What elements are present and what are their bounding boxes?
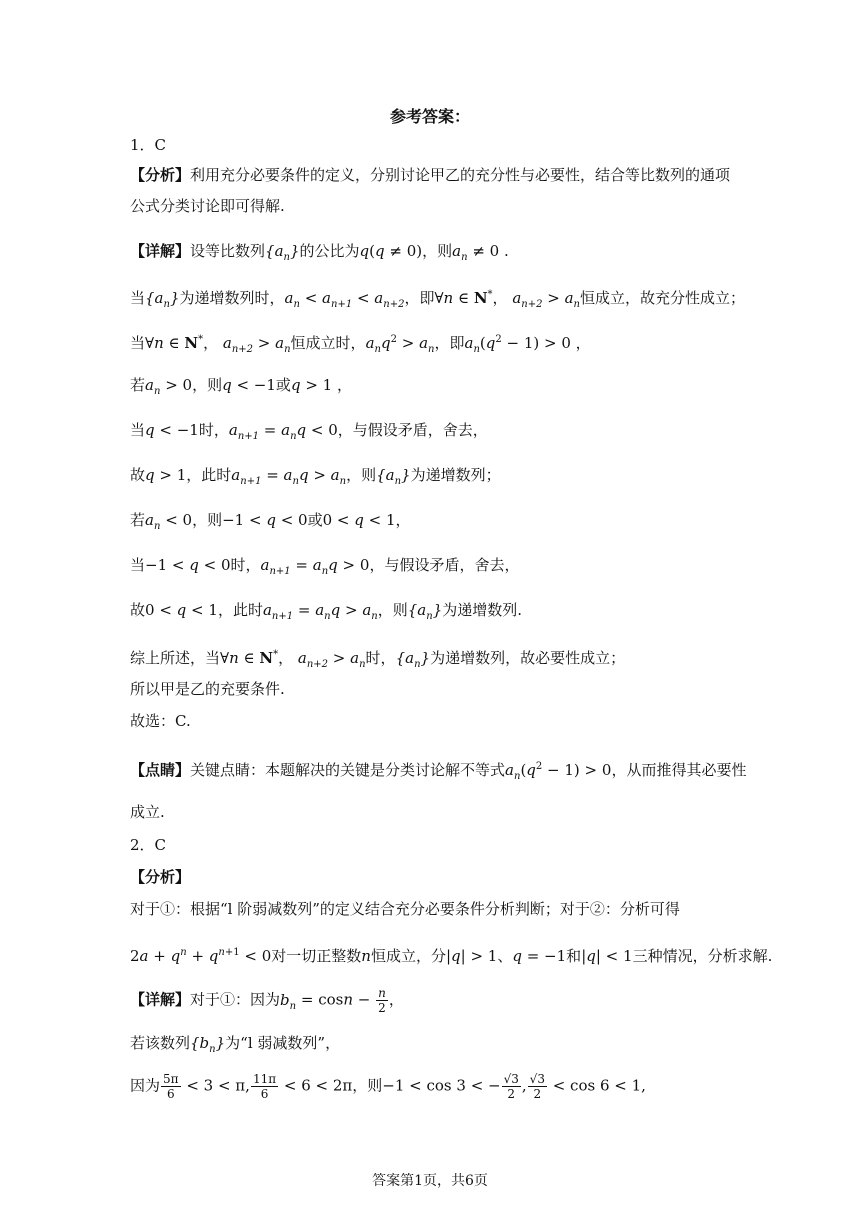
q2-analysis-line1: 对于①：根据“l 阶弱减数列”的定义结合充分必要条件分析判断；对于②：分析可得 (130, 900, 680, 918)
q2-detail-tag: 【详解】 (130, 990, 191, 1009)
page-footer: 答案第1页，共6页 (372, 1173, 488, 1189)
page-title: 参考答案： (389, 107, 470, 126)
q1-analysis-line2: 公式分类讨论即可得解. (130, 197, 285, 215)
q1-conclusion: 所以甲是乙的充要条件. (130, 680, 285, 698)
q1-tip: 【点睛】关键点睛：本题解决的关键是分类讨论解不等式$a_n(q^2 - 1) > 0$，从而推得其必要性 (130, 761, 747, 782)
q1-tip-tag: 【点睛】 (130, 761, 191, 779)
q2-analysis-tag: 【分析】 (130, 868, 191, 886)
q2-analysis-line2: $2a + q^n + q^{n+1} < 0$对一切正整数n恒成立，分|q| > 1、q = −1和|q| < 1三种情况，分析求解. (130, 947, 773, 965)
q1-case-positive-a: 当q < −1时，$a_{n+1} = a_nq < 0$，与假设矛盾，舍去， (130, 421, 488, 442)
q1-summary: 综上所述，当∀n ∈ N*， $a_{n+2} > a_n$时，$\{a_n\}$为递增数列，故必要性成立； (130, 649, 626, 670)
q2-detail-line2: 若该数列$\{b_n\}$为“l 弱减数列”， (130, 1034, 341, 1055)
q1-detail-tag: 【详解】 (130, 242, 191, 260)
q1-tip-line2: 成立. (130, 803, 165, 821)
q1-analysis-line1: 利用充分必要条件的定义，分别讨论甲乙的充分性与必要性，结合等比数列的通项 (190, 166, 731, 184)
q1-heading: 1．C (130, 136, 167, 154)
q1-case-positive: 若$a_n > 0$，则q < −1或q > 1 ， (130, 376, 352, 397)
q1-analysis-tag: 【分析】 (130, 166, 191, 184)
q1-detail: 【详解】设等比数列$\{a_n\}$的公比为q(q ≠ 0)，则$a_n \ne 0$ . (130, 242, 509, 263)
q1-case-positive-b: 故q > 1，此时$a_{n+1} = a_nq > a_n$，则$\{a_n\}$为递增数列； (130, 466, 501, 487)
q1-case-negative-b: 故0 < q < 1，此时$a_{n+1} = a_nq > a_n$，则$\{a_n\}$为递增数列. (130, 601, 523, 622)
q1-choice: 故选：C. (130, 712, 191, 730)
q1-case-negative: 若$a_n < 0$，则−1 < q < 0或0 < q < 1， (130, 511, 411, 532)
q1-analysis (130, 164, 750, 186)
q2-detail-line3: 因为 $\frac{5\pi}{6}$ < 3 < π, $\frac{11\pi}{6}$ < 6 < 2π，则−1 < cos 3 < − $\frac{√3}{2}$ , $\frac{√3}{2}$ < cos 6 < 1, (130, 1072, 646, 1101)
q2-detail: 【详解】对于①：因为$b_n = \cos n$ − $\frac{n}{2}$ ， (130, 986, 404, 1015)
q2-heading: 2．C (130, 836, 167, 854)
q1-case-negative-a: 当−1 < q < 0时，$a_{n+1} = a_nq > 0$，与假设矛盾，舍去， (130, 556, 520, 577)
q1-necessity-start: 当∀n ∈ N*， $a_{n+2} > a_n$恒成立时，$a_nq^2 > a_n$，即$a_n(q^2 - 1) > 0$ ， (130, 334, 591, 355)
q1-sufficiency: 当$\{a_n\}$为递增数列时，$a_n < a_{n+1} < a_{n+2}$，即∀n ∈ N*， $a_{n+2} > a_n$恒成立，故充分性成立； (130, 289, 745, 310)
